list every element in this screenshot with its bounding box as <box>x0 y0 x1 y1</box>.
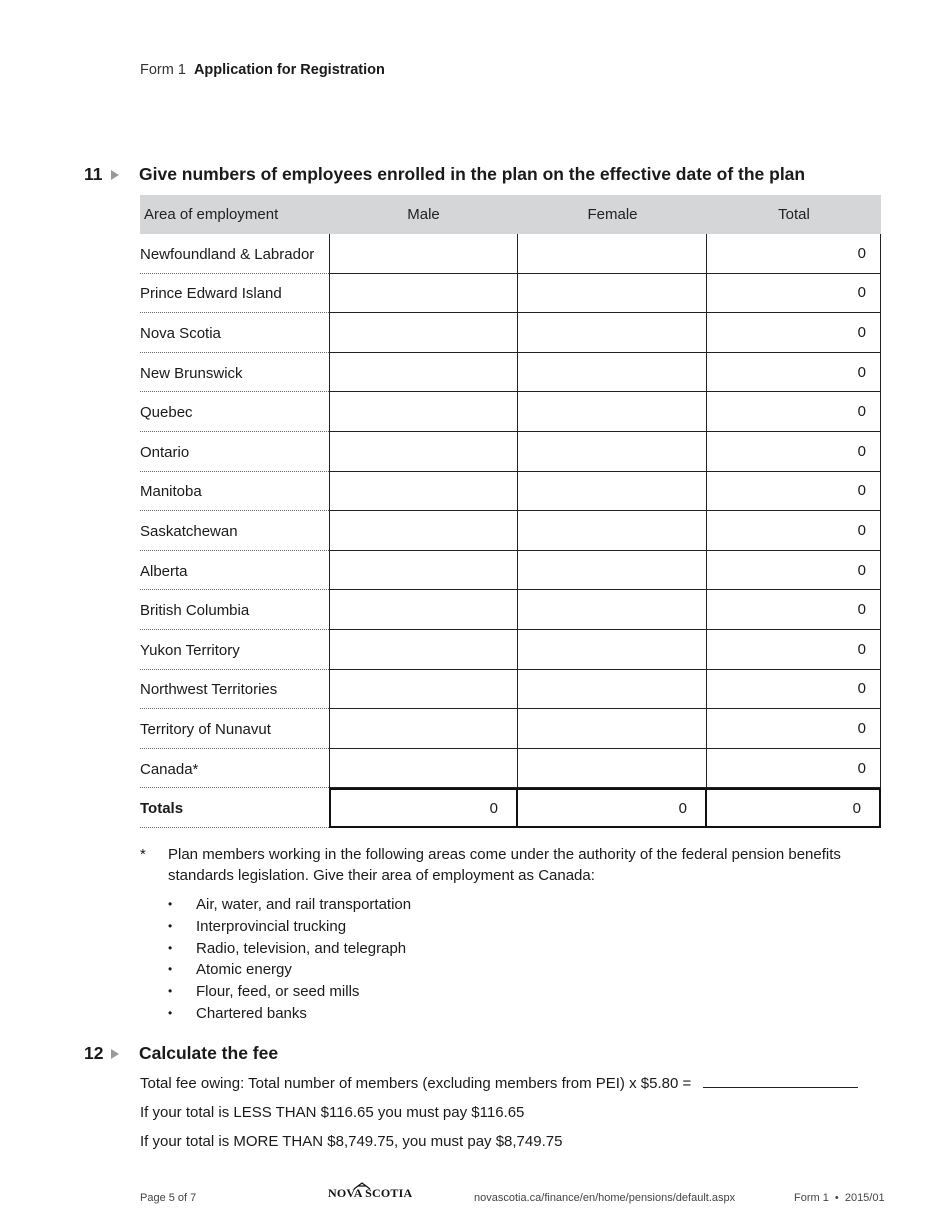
male-input[interactable] <box>329 749 518 789</box>
total-value: 0 <box>707 274 881 314</box>
total-value: 0 <box>707 432 881 472</box>
female-input[interactable] <box>518 709 707 749</box>
total-value: 0 <box>707 313 881 353</box>
note-text: Plan members working in the following areas come under the authority of the federal pension benefits standards legislation. Give their area of employment as Canada: <box>168 846 841 884</box>
female-input[interactable] <box>518 670 707 710</box>
female-input[interactable] <box>518 551 707 591</box>
table-row <box>140 590 881 630</box>
table-row <box>140 551 881 591</box>
bullet-text: Flour, feed, or seed mills <box>196 983 360 1001</box>
list-item <box>168 894 885 916</box>
total-value: 0 <box>707 630 881 670</box>
total-value: 0 <box>707 590 881 630</box>
form-number: Form 1 <box>140 62 186 78</box>
table-row <box>140 749 881 789</box>
table-row <box>140 511 881 551</box>
page-number: Page 5 of 7 <box>140 1192 197 1204</box>
area-label: Yukon Territory <box>140 630 329 670</box>
bullet-icon: • <box>168 897 173 911</box>
male-input[interactable] <box>329 670 518 710</box>
area-label: Northwest Territories <box>140 670 329 710</box>
footer-form-number: Form 1 <box>794 1192 829 1204</box>
table-row <box>140 353 881 393</box>
female-input[interactable] <box>518 511 707 551</box>
area-label: Ontario <box>140 432 329 472</box>
footer-url: novascotia.ca/finance/en/home/pensions/default.aspx <box>474 1192 736 1204</box>
col-area: Area of employment <box>144 206 279 223</box>
total-value: 0 <box>707 353 881 393</box>
total-value: 0 <box>707 749 881 789</box>
nova-scotia-logo <box>328 1186 412 1201</box>
male-input[interactable] <box>329 709 518 749</box>
table-row <box>140 670 881 710</box>
male-input[interactable] <box>329 353 518 393</box>
bullet-text: Chartered banks <box>196 1004 307 1022</box>
area-label: Nova Scotia <box>140 313 329 353</box>
col-male: Male <box>407 206 440 223</box>
fee-line-1 <box>140 1075 858 1092</box>
total-value: 0 <box>707 551 881 591</box>
table-header <box>140 195 881 234</box>
female-input[interactable] <box>518 313 707 353</box>
section-12-number: 12 <box>84 1043 104 1063</box>
bullet-icon: • <box>168 984 173 999</box>
table-row <box>140 630 881 670</box>
section-12-title: Calculate the fee <box>139 1043 279 1063</box>
female-input[interactable] <box>518 630 707 670</box>
male-input[interactable] <box>329 274 518 314</box>
list-item <box>168 1003 885 1025</box>
bullet-text: Radio, television, and telegraph <box>196 939 407 957</box>
male-input[interactable] <box>329 511 518 551</box>
area-label: British Columbia <box>140 590 329 630</box>
employees-table <box>140 195 881 828</box>
area-label: Prince Edward Island <box>140 274 329 314</box>
female-input[interactable] <box>518 472 707 512</box>
totals-row <box>140 788 881 828</box>
table-row <box>140 709 881 749</box>
female-input[interactable] <box>518 590 707 630</box>
total-value: 0 <box>707 392 881 432</box>
total-value: 0 <box>707 670 881 710</box>
area-label: Quebec <box>140 392 329 432</box>
totals-female: 0 <box>518 788 707 828</box>
total-value: 0 <box>707 472 881 512</box>
female-input[interactable] <box>518 234 707 274</box>
male-input[interactable] <box>329 630 518 670</box>
totals-male: 0 <box>329 788 518 828</box>
table-row <box>140 274 881 314</box>
totals-label: Totals <box>140 788 329 828</box>
male-input[interactable] <box>329 472 518 512</box>
triangle-right-icon <box>111 170 119 180</box>
col-total: Total <box>778 206 810 223</box>
table-row <box>140 432 881 472</box>
table-row <box>140 392 881 432</box>
note-bullets <box>168 894 885 1025</box>
fee-formula: Total fee owing: Total number of members (excluding members from PEI) x $5.80 = <box>140 1075 692 1092</box>
footer-date: 2015/01 <box>844 1192 885 1204</box>
list-item <box>168 959 885 981</box>
totals-total: 0 <box>707 788 881 828</box>
section-11-heading <box>84 164 805 185</box>
section-12-heading <box>84 1043 278 1064</box>
female-input[interactable] <box>518 749 707 789</box>
area-label: New Brunswick <box>140 353 329 393</box>
section-11-title: Give numbers of employees enrolled in the plan on the effective date of the plan <box>139 164 806 184</box>
footer-form <box>794 1192 885 1204</box>
female-input[interactable] <box>518 432 707 472</box>
footer-bullet: • <box>834 1192 839 1204</box>
area-label: Alberta <box>140 551 329 591</box>
female-input[interactable] <box>518 392 707 432</box>
federal-note <box>140 844 885 1025</box>
fee-line-3: If your total is MORE THAN $8,749.75, you must pay $8,749.75 <box>140 1133 563 1150</box>
col-female: Female <box>587 206 638 223</box>
total-value: 0 <box>707 709 881 749</box>
fee-total-input[interactable] <box>703 1076 858 1088</box>
area-label: Territory of Nunavut <box>140 709 329 749</box>
triangle-right-icon <box>111 1049 119 1059</box>
form-title: Application for Registration <box>193 62 385 78</box>
male-input[interactable] <box>329 590 518 630</box>
flag-icon <box>352 1182 372 1190</box>
area-label: Saskatchewan <box>140 511 329 551</box>
male-input[interactable] <box>329 313 518 353</box>
male-input[interactable] <box>329 432 518 472</box>
female-input[interactable] <box>518 274 707 314</box>
table-row <box>140 234 881 274</box>
bullet-text: Air, water, and rail transportation <box>196 896 412 913</box>
fee-line-2: If your total is LESS THAN $116.65 you must pay $116.65 <box>140 1104 525 1121</box>
list-item <box>168 916 885 938</box>
bullet-icon: • <box>168 940 173 955</box>
male-input[interactable] <box>329 551 518 591</box>
note-asterisk: * <box>140 846 146 863</box>
total-value: 0 <box>707 511 881 551</box>
area-label: Manitoba <box>140 472 329 512</box>
bullet-text: Atomic energy <box>196 961 292 979</box>
area-label: Canada* <box>140 749 329 789</box>
total-value: 0 <box>707 234 881 274</box>
section-11-number: 11 <box>84 164 103 184</box>
area-label: Newfoundland & Labrador <box>140 234 329 274</box>
female-input[interactable] <box>518 353 707 393</box>
bullet-icon: • <box>168 1005 173 1020</box>
page-header <box>140 62 385 78</box>
male-input[interactable] <box>329 392 518 432</box>
male-input[interactable] <box>329 234 518 274</box>
table-row <box>140 472 881 512</box>
list-item <box>168 938 885 960</box>
bullet-icon: • <box>168 918 173 933</box>
bullet-icon: • <box>168 962 173 977</box>
table-body <box>140 234 881 788</box>
bullet-text: Interprovincial trucking <box>196 917 347 935</box>
list-item <box>168 981 885 1003</box>
logo-text: NOVA SCOTIA <box>328 1186 413 1200</box>
table-row <box>140 313 881 353</box>
